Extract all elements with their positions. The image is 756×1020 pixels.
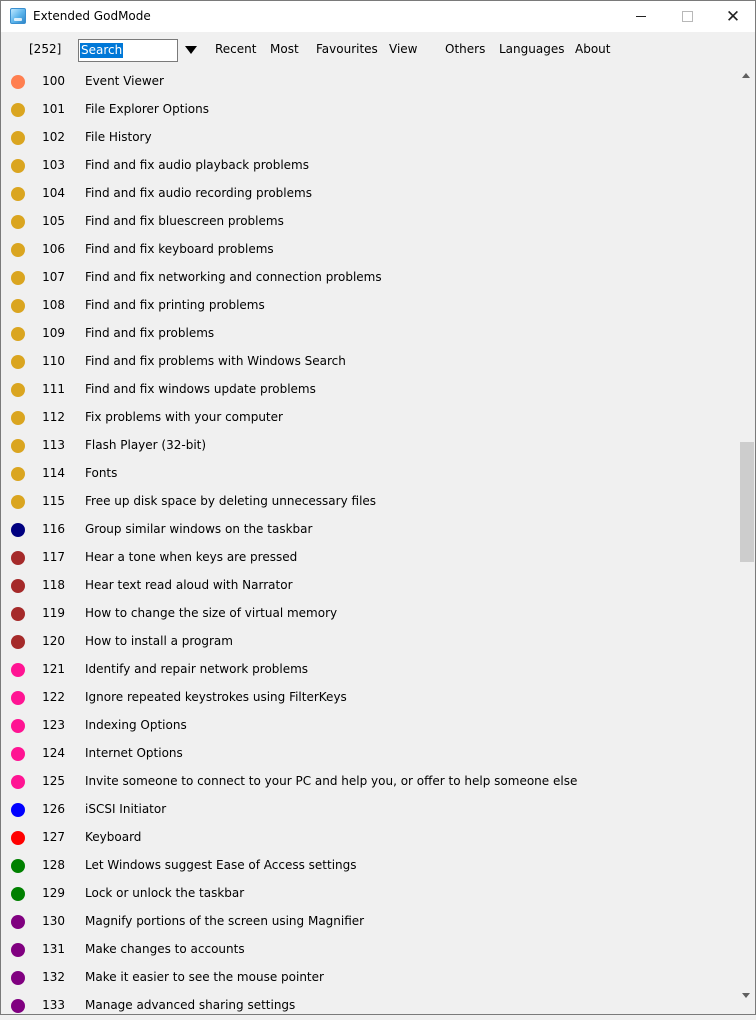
list-item[interactable] (1, 96, 738, 124)
item-number: 113 (42, 438, 65, 452)
list-item[interactable] (1, 544, 738, 572)
list-item[interactable] (1, 516, 738, 544)
menu-favourites[interactable]: Favourites (316, 42, 378, 56)
item-label: Make changes to accounts (85, 942, 245, 956)
item-number: 102 (42, 130, 65, 144)
category-dot-icon (11, 523, 25, 537)
menu-recent[interactable]: Recent (215, 42, 257, 56)
close-icon: ✕ (725, 6, 741, 27)
item-number: 127 (42, 830, 65, 844)
item-number: 104 (42, 186, 65, 200)
item-label: How to change the size of virtual memory (85, 606, 338, 620)
list-item[interactable] (1, 656, 738, 684)
item-label: File Explorer Options (85, 102, 209, 116)
item-label: Flash Player (32-bit) (85, 438, 207, 452)
window-title: Extended GodMode (33, 9, 151, 23)
menu-most[interactable]: Most (270, 42, 299, 56)
category-dot-icon (11, 831, 25, 845)
list-item[interactable] (1, 348, 738, 376)
category-dot-icon (11, 495, 25, 509)
category-dot-icon (11, 439, 25, 453)
category-dot-icon (11, 803, 25, 817)
dropdown-arrow-icon[interactable] (185, 46, 197, 54)
item-label: Fix problems with your computer (85, 410, 283, 424)
item-label: Find and fix problems (85, 326, 215, 340)
maximize-button[interactable] (664, 1, 710, 32)
list-item[interactable] (1, 992, 738, 1020)
item-count: [252] (29, 42, 62, 56)
category-dot-icon (11, 383, 25, 397)
list-item[interactable] (1, 180, 738, 208)
list-item[interactable] (1, 880, 738, 908)
list-item[interactable] (1, 460, 738, 488)
item-number: 128 (42, 858, 65, 872)
item-label: Find and fix problems with Windows Search (85, 354, 346, 368)
list-item[interactable] (1, 376, 738, 404)
category-dot-icon (11, 887, 25, 901)
list-item[interactable] (1, 936, 738, 964)
list-item[interactable] (1, 432, 738, 460)
item-number: 105 (42, 214, 65, 228)
item-label: Hear a tone when keys are pressed (85, 550, 298, 564)
item-label: Find and fix audio playback problems (85, 158, 309, 172)
list-item[interactable] (1, 768, 738, 796)
item-number: 132 (42, 970, 65, 984)
item-label: Invite someone to connect to your PC and help you, or offer to help someone else (85, 774, 578, 788)
item-label: Indexing Options (85, 718, 187, 732)
category-dot-icon (11, 131, 25, 145)
item-number: 110 (42, 354, 65, 368)
item-number: 112 (42, 410, 65, 424)
category-dot-icon (11, 943, 25, 957)
item-number: 120 (42, 634, 65, 648)
category-dot-icon (11, 299, 25, 313)
category-dot-icon (11, 159, 25, 173)
item-number: 133 (42, 998, 65, 1012)
item-label: Lock or unlock the taskbar (85, 886, 245, 900)
item-number: 107 (42, 270, 65, 284)
item-number: 126 (42, 802, 65, 816)
item-label: Fonts (85, 466, 118, 480)
scroll-thumb[interactable] (740, 442, 754, 562)
item-number: 131 (42, 942, 65, 956)
list-item[interactable] (1, 908, 738, 936)
item-number: 116 (42, 522, 65, 536)
item-label: How to install a program (85, 634, 233, 648)
category-dot-icon (11, 971, 25, 985)
category-dot-icon (11, 327, 25, 341)
list-item[interactable] (1, 852, 738, 880)
item-number: 111 (42, 382, 65, 396)
item-number: 115 (42, 494, 65, 508)
item-number: 108 (42, 298, 65, 312)
scroll-down-icon[interactable] (742, 993, 750, 998)
category-dot-icon (11, 551, 25, 565)
category-dot-icon (11, 607, 25, 621)
list-item[interactable] (1, 740, 738, 768)
list-item[interactable] (1, 68, 738, 96)
category-dot-icon (11, 663, 25, 677)
vertical-scrollbar[interactable] (738, 68, 755, 1003)
list-item[interactable] (1, 684, 738, 712)
item-number: 117 (42, 550, 65, 564)
app-icon (10, 8, 26, 24)
item-label: Find and fix keyboard problems (85, 242, 274, 256)
item-label: Event Viewer (85, 74, 164, 88)
item-label: Magnify portions of the screen using Magnifier (85, 914, 365, 928)
item-label: Ignore repeated keystrokes using FilterKeys (85, 690, 347, 704)
list-item[interactable] (1, 208, 738, 236)
item-label: Free up disk space by deleting unnecessary files (85, 494, 377, 508)
item-number: 123 (42, 718, 65, 732)
category-dot-icon (11, 75, 25, 89)
minimize-icon (636, 16, 646, 17)
category-dot-icon (11, 775, 25, 789)
list-item[interactable] (1, 824, 738, 852)
menu-others[interactable]: Others (445, 42, 486, 56)
item-number: 103 (42, 158, 65, 172)
scroll-up-icon[interactable] (742, 73, 750, 78)
category-dot-icon (11, 355, 25, 369)
item-label: Find and fix printing problems (85, 298, 265, 312)
search-selected-text: Search (81, 43, 123, 57)
item-label: Make it easier to see the mouse pointer (85, 970, 324, 984)
item-number: 119 (42, 606, 65, 620)
list-item[interactable] (1, 236, 738, 264)
list-item[interactable] (1, 572, 738, 600)
category-dot-icon (11, 579, 25, 593)
item-label: Internet Options (85, 746, 183, 760)
list-item[interactable] (1, 712, 738, 740)
maximize-icon (682, 11, 693, 22)
item-list (1, 68, 738, 1012)
item-number: 118 (42, 578, 65, 592)
minimize-button[interactable] (618, 1, 664, 32)
category-dot-icon (11, 859, 25, 873)
title-bar[interactable] (1, 1, 755, 32)
list-item[interactable] (1, 320, 738, 348)
item-label: Find and fix audio recording problems (85, 186, 312, 200)
menu-view[interactable]: View (389, 42, 418, 56)
item-label: Hear text read aloud with Narrator (85, 578, 293, 592)
menu-bar (1, 32, 755, 65)
menu-about[interactable]: About (575, 42, 611, 56)
category-dot-icon (11, 747, 25, 761)
category-dot-icon (11, 243, 25, 257)
category-dot-icon (11, 635, 25, 649)
list-item[interactable] (1, 488, 738, 516)
list-item[interactable] (1, 264, 738, 292)
list-item[interactable] (1, 124, 738, 152)
category-dot-icon (11, 271, 25, 285)
list-item[interactable] (1, 628, 738, 656)
category-dot-icon (11, 103, 25, 117)
list-item[interactable] (1, 292, 738, 320)
item-number: 114 (42, 466, 65, 480)
item-label: File History (85, 130, 152, 144)
list-item[interactable] (1, 796, 738, 824)
item-label: Manage advanced sharing settings (85, 998, 296, 1012)
item-number: 106 (42, 242, 65, 256)
item-label: Identify and repair network problems (85, 662, 309, 676)
item-number: 125 (42, 774, 65, 788)
item-number: 121 (42, 662, 65, 676)
menu-languages[interactable]: Languages (499, 42, 565, 56)
close-button[interactable] (710, 1, 756, 32)
item-label: Find and fix bluescreen problems (85, 214, 284, 228)
list-item[interactable] (1, 404, 738, 432)
item-label: Find and fix windows update problems (85, 382, 316, 396)
list-item[interactable] (1, 152, 738, 180)
item-number: 101 (42, 102, 65, 116)
item-label: Keyboard (85, 830, 142, 844)
item-number: 129 (42, 886, 65, 900)
category-dot-icon (11, 187, 25, 201)
list-item[interactable] (1, 600, 738, 628)
search-input[interactable] (78, 39, 178, 62)
item-number: 100 (42, 74, 65, 88)
category-dot-icon (11, 999, 25, 1013)
category-dot-icon (11, 719, 25, 733)
item-label: iSCSI Initiator (85, 802, 167, 816)
item-number: 109 (42, 326, 65, 340)
item-label: Let Windows suggest Ease of Access settings (85, 858, 357, 872)
category-dot-icon (11, 411, 25, 425)
category-dot-icon (11, 915, 25, 929)
item-label: Group similar windows on the taskbar (85, 522, 313, 536)
item-number: 122 (42, 690, 65, 704)
list-item[interactable] (1, 964, 738, 992)
category-dot-icon (11, 215, 25, 229)
item-number: 130 (42, 914, 65, 928)
item-number: 124 (42, 746, 65, 760)
item-label: Find and fix networking and connection problems (85, 270, 382, 284)
category-dot-icon (11, 467, 25, 481)
category-dot-icon (11, 691, 25, 705)
